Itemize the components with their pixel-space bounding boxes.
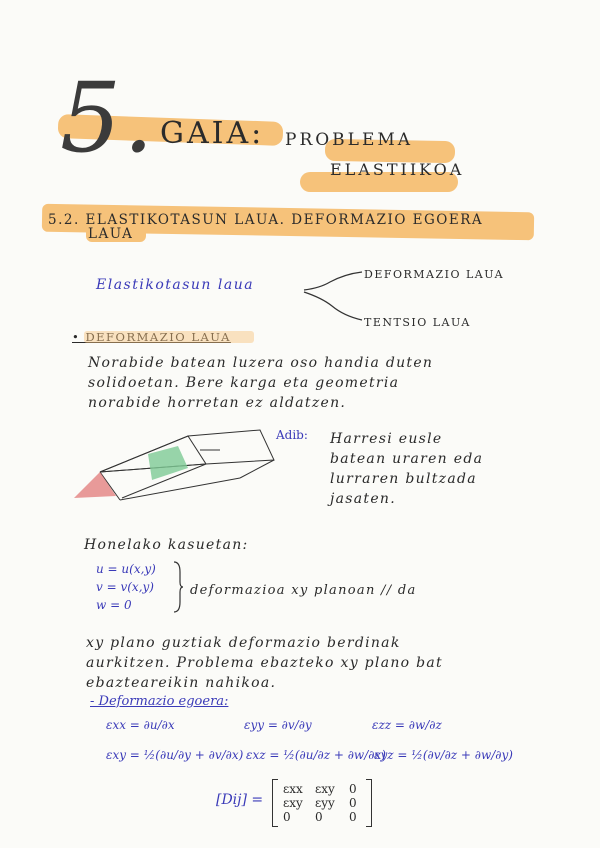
retaining-wall-sketch <box>70 420 290 520</box>
matrix-label: [Dij] = <box>216 792 264 808</box>
eq-w: w = 0 <box>96 598 132 612</box>
def-heading: - Deformazio egoera: <box>90 694 229 709</box>
section-title-line1: 5.2. ELASTIKOTASUN LAUA. DEFORMAZIO EGOERA <box>48 212 484 228</box>
para2-line2: aurkitzen. Problema ebazteko xy plano bat <box>86 655 443 671</box>
subheading: • DEFORMAZIO LAUA <box>72 330 231 344</box>
matrix-cell: εyy <box>315 796 335 810</box>
chapter-number: 5. <box>60 62 156 174</box>
adib-line1: Harresi eusle <box>330 431 443 447</box>
matrix-cell: 0 <box>349 782 357 796</box>
mindmap-branches <box>300 268 370 326</box>
matrix-cell: 0 <box>349 810 357 824</box>
matrix-cell: εxy <box>283 796 303 810</box>
matrix-cell: 0 <box>315 810 323 824</box>
strain-eyz: εyz = ½(∂v/∂z + ∂w/∂y) <box>374 748 513 762</box>
para2-line1: xy plano guztiak deformazio berdinak <box>86 635 401 651</box>
eqs-note: deformazioa xy planoan // da <box>190 583 417 598</box>
eq-u: u = u(x,y) <box>96 562 156 576</box>
adib-label: Adib: <box>276 428 308 442</box>
kasuetan-label: Honelako kasuetan: <box>84 537 249 553</box>
brace-icon <box>172 560 184 614</box>
mindmap-branch-deformazio: DEFORMAZIO LAUA <box>364 268 505 281</box>
strain-exy: εxy = ½(∂u/∂y + ∂v/∂x) <box>106 748 244 762</box>
eq-v: v = v(x,y) <box>96 580 154 594</box>
adib-line4: jasaten. <box>330 491 396 507</box>
strain-eyy: εyy = ∂v/∂y <box>244 718 312 732</box>
para1-line2: solidoetan. Bere karga eta geometria <box>88 375 400 391</box>
para1-line3: norabide horretan ez aldatzen. <box>88 395 347 411</box>
matrix <box>272 780 372 826</box>
matrix-cell: εxy <box>315 782 335 796</box>
matrix-cell: εxx <box>283 782 303 796</box>
strain-exz: εxz = ½(∂u/∂z + ∂w/∂x) <box>246 748 386 762</box>
matrix-cell: 0 <box>283 810 291 824</box>
subheading-highlight <box>84 331 254 343</box>
adib-line3: lurraren bultzada <box>330 471 477 487</box>
adib-line2: batean uraren eda <box>330 451 484 467</box>
strain-exx: εxx = ∂u/∂x <box>106 718 175 732</box>
matrix-cell: 0 <box>349 796 357 810</box>
mindmap-branch-tentsio: TENTSIO LAUA <box>364 316 471 329</box>
section-title-line2: LAUA <box>88 226 134 242</box>
para2-line3: ebazteareikin nahikoa. <box>86 675 277 691</box>
chapter-title-line1: PROBLEMA <box>285 130 414 150</box>
strain-ezz: εzz = ∂w/∂z <box>372 718 442 732</box>
chapter-gaia: GAIA: <box>160 116 265 151</box>
para1-line1: Norabide batean luzera oso handia duten <box>88 355 434 371</box>
mindmap-root: Elastikotasun laua <box>96 277 255 293</box>
chapter-title-line2: ELASTIIKOA <box>330 160 465 179</box>
